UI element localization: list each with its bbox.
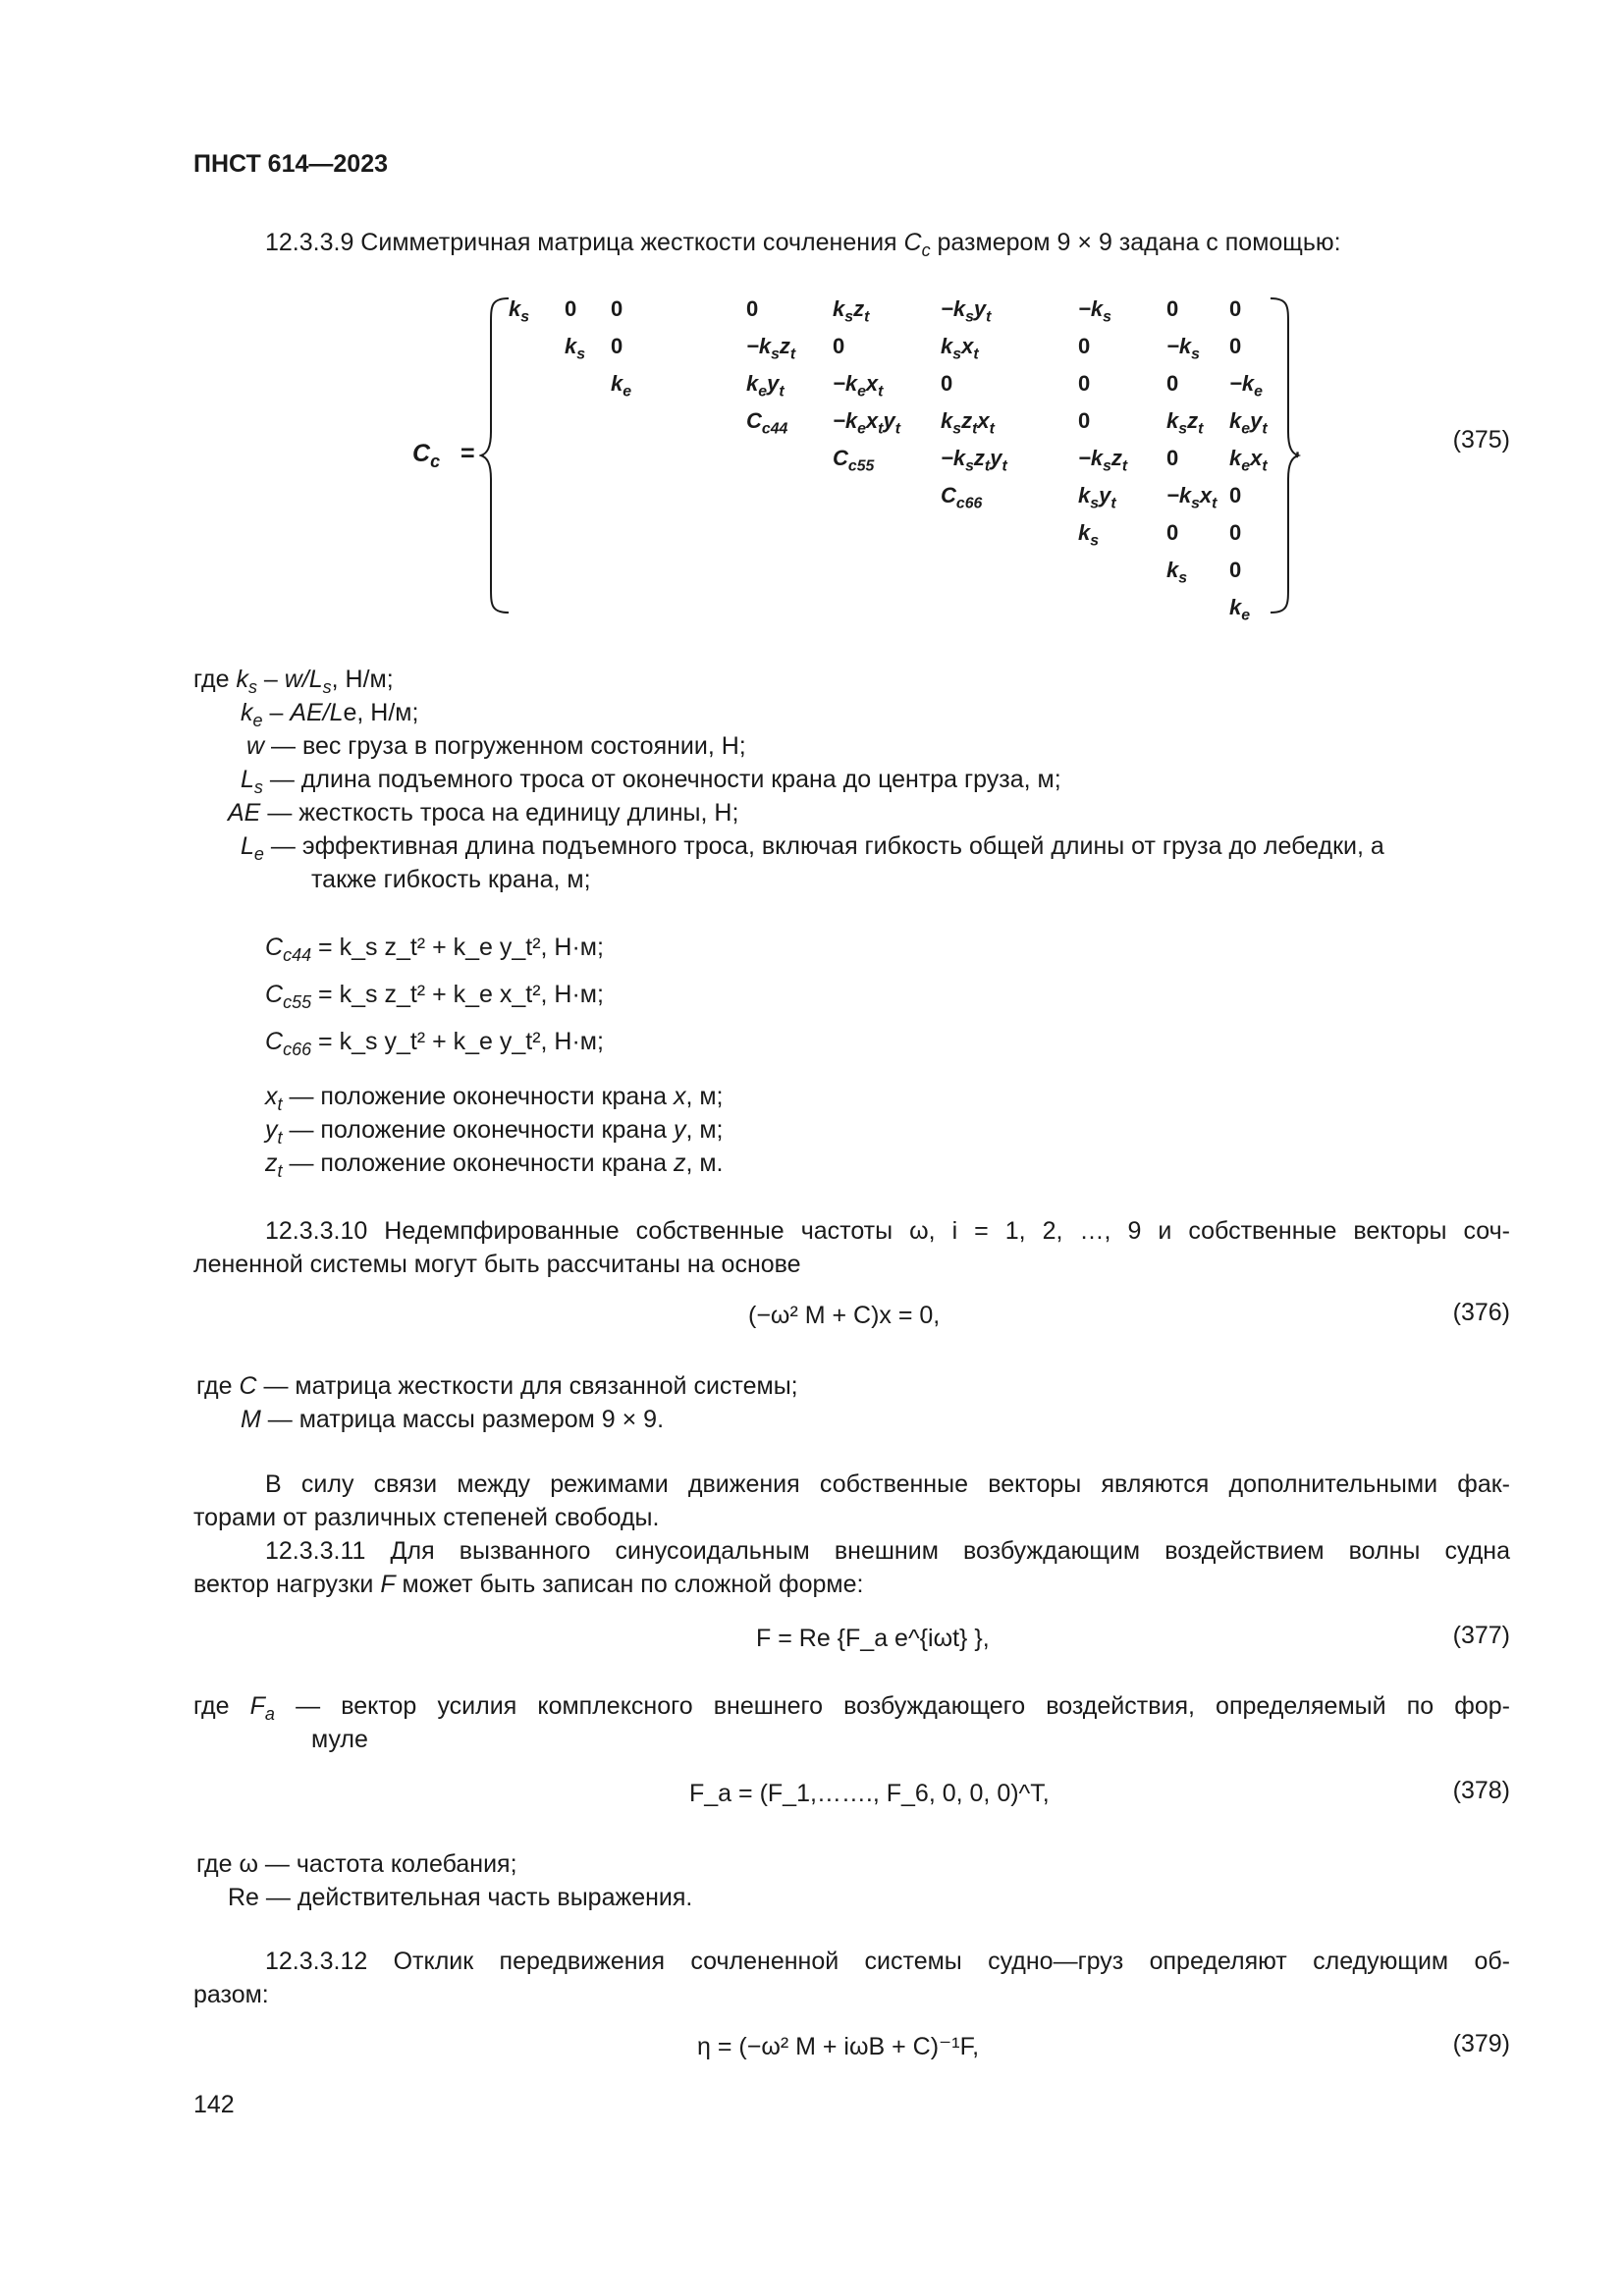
matrix-cell-r5-c6: $-k_sz_ty_t$ — [941, 446, 1007, 475]
matrix-cell-r1-c1: $k_s$ — [509, 296, 530, 326]
matrix-cell-r2-c7: 0 — [1078, 334, 1091, 358]
def-Fa: где $F_a$ — вектор усилия комплексного внешнего возбуждающего воздействия, определяемый по фор- — [193, 1692, 1510, 1724]
equation-377: F = Re {F_a e^{iωt} }, — [756, 1625, 990, 1652]
matrix-cell-r7-c8: 0 — [1166, 520, 1179, 545]
def-C: где C — матрица жесткости для связанной системы; — [196, 1372, 798, 1400]
def-Le-cont: также гибкость крана, м; — [311, 866, 591, 893]
matrix-cell-r7-c9: 0 — [1229, 520, 1242, 545]
matrix-cell-r3-c9: $-k_e$ — [1229, 371, 1263, 400]
matrix-cell-r1-c8: 0 — [1166, 296, 1179, 321]
matrix-cell-r5-c7: $-k_sz_t$ — [1078, 446, 1128, 475]
matrix-cell-r4-c6: $k_sz_tx_t$ — [941, 408, 995, 438]
def-Le: $L_e$ — эффективная длина подъемного троса, включая гибкость общей длины от груза до лебедки, а — [241, 832, 1384, 864]
matrix-left-brace — [479, 294, 518, 616]
document-header: ПНСТ 614—2023 — [193, 150, 388, 178]
equation-376: (−ω² M + C)x = 0, — [748, 1302, 941, 1329]
matrix-cell-r2-c5: 0 — [833, 334, 845, 358]
def-Fa-cont: муле — [311, 1726, 368, 1753]
section-123310-line1: 12.3.3.10 Недемпфированные собственные частоты ω, i = 1, 2, …, 9 и собственные векторы соч- — [265, 1217, 1510, 1245]
matrix-cell-r6-c8: $-k_sx_t$ — [1166, 483, 1218, 512]
matrix-cell-r2-c6: $k_sx_t$ — [941, 334, 979, 363]
matrix-cell-r4-c5: $-k_ex_ty_t$ — [833, 408, 900, 438]
equation-number-375: (375) — [1452, 426, 1510, 454]
section-123312-line1: 12.3.3.12 Отклик передвижения сочлененной системы судно—груз определяют следующим об- — [265, 1948, 1510, 1975]
matrix-cell-r1-c9: 0 — [1229, 296, 1242, 321]
section-12339-intro: 12.3.3.9 Симметричная матрица жесткости сочленения $C_c$ размером 9 × 9 задана с помощью: — [265, 229, 1341, 260]
def-xt: $x_t$ — положение оконечности крана x, м; — [265, 1083, 724, 1114]
matrix-cell-r5-c9: $k_ex_t$ — [1229, 446, 1268, 475]
matrix-cell-r4-c8: $k_sz_t$ — [1166, 408, 1204, 438]
def-ks: где $k_s - w/L_s$, Н/м; — [193, 666, 394, 697]
matrix-lhs: $C_c$ = — [412, 440, 475, 471]
para-eigen-line2: торами от различных степеней свободы. — [193, 1504, 660, 1531]
equation-number-379: (379) — [1452, 2030, 1510, 2057]
matrix-cell-r9-c9: $k_e$ — [1229, 595, 1251, 624]
para-eigen-line1: В силу связи между режимами движения собственные векторы являются дополнительными фак- — [265, 1470, 1510, 1498]
matrix-cell-r4-c7: 0 — [1078, 408, 1091, 433]
matrix-cell-r2-c4: $-k_sz_t$ — [746, 334, 796, 363]
matrix-cell-r4-c4: $C_{c44}$ — [746, 408, 788, 438]
matrix-cell-r2-c2: $k_s$ — [565, 334, 586, 363]
matrix-cell-r3-c5: $-k_ex_t$ — [833, 371, 884, 400]
matrix-cell-r4-c9: $k_ey_t$ — [1229, 408, 1268, 438]
def-Re: Re — действительная часть выражения. — [228, 1884, 693, 1911]
matrix-cell-r1-c6: $-k_sy_t$ — [941, 296, 992, 326]
matrix-cell-r3-c7: 0 — [1078, 371, 1091, 396]
matrix-cell-r6-c6: $C_{c66}$ — [941, 483, 983, 512]
matrix-cell-r1-c2: 0 — [565, 296, 577, 321]
def-AE: AE — жесткость троса на единицу длины, Н; — [228, 799, 739, 827]
matrix-cell-r6-c9: 0 — [1229, 483, 1242, 507]
matrix-cell-r3-c3: $k_e$ — [611, 371, 632, 400]
equation-number-377: (377) — [1452, 1622, 1510, 1649]
matrix-cell-r3-c8: 0 — [1166, 371, 1179, 396]
def-zt: $z_t$ — положение оконечности крана z, м. — [265, 1149, 724, 1181]
def-M: M — матрица массы размером 9 × 9. — [241, 1406, 665, 1433]
def-omega: где ω — частота колебания; — [196, 1850, 517, 1878]
matrix-cell-r1-c7: $-k_s$ — [1078, 296, 1111, 326]
def-yt: $y_t$ — положение оконечности крана y, м; — [265, 1116, 724, 1148]
section-123310-line2: лененной системы могут быть рассчитаны на основе — [193, 1251, 801, 1278]
def-Cc44: $C_{c44}$ = k_s z_t² + k_e y_t², Н·м; — [265, 934, 604, 965]
equation-379: η = (−ω² M + iωB + C)⁻¹F, — [697, 2033, 980, 2060]
section-123311-line1: 12.3.3.11 Для вызванного синусоидальным внешним возбуждающим воздействием волны судна — [265, 1537, 1510, 1565]
matrix-cell-r2-c8: $-k_s$ — [1166, 334, 1200, 363]
matrix-cell-r3-c4: $k_ey_t$ — [746, 371, 785, 400]
matrix-cell-r7-c7: $k_s$ — [1078, 520, 1100, 550]
equation-number-378: (378) — [1452, 1777, 1510, 1804]
equation-378: F_a = (F_1,……., F_6, 0, 0, 0)^T, — [689, 1780, 1050, 1807]
section-123312-line2: разом: — [193, 1981, 269, 2008]
def-Cc55: $C_{c55}$ = k_s z_t² + k_e x_t², Н·м; — [265, 981, 604, 1012]
def-w: w — вес груза в погруженном состоянии, Н; — [246, 732, 746, 760]
equation-number-376: (376) — [1452, 1299, 1510, 1326]
matrix-cell-r1-c4: 0 — [746, 296, 759, 321]
matrix-cell-r1-c3: 0 — [611, 296, 623, 321]
matrix-cell-r2-c9: 0 — [1229, 334, 1242, 358]
matrix-cell-r6-c7: $k_sy_t$ — [1078, 483, 1116, 512]
matrix-cell-r8-c9: 0 — [1229, 558, 1242, 582]
page-number: 142 — [193, 2091, 235, 2118]
matrix-cell-r3-c6: 0 — [941, 371, 953, 396]
matrix-trailing-comma: , — [1294, 433, 1301, 460]
matrix-cell-r8-c8: $k_s$ — [1166, 558, 1188, 587]
matrix-cell-r2-c3: 0 — [611, 334, 623, 358]
matrix-cell-r1-c5: $k_sz_t$ — [833, 296, 870, 326]
def-ke: $k_e - AE/Le$, Н/м; — [241, 699, 419, 730]
def-Cc66: $C_{c66}$ = k_s y_t² + k_e y_t², Н·м; — [265, 1028, 604, 1059]
def-Ls: $L_s$ — длина подъемного троса от оконечности крана до центра груза, м; — [241, 766, 1061, 797]
matrix-cell-r5-c8: 0 — [1166, 446, 1179, 470]
section-123311-line2: вектор нагрузки F может быть записан по сложной форме: — [193, 1571, 864, 1598]
matrix-cell-r5-c5: $C_{c55}$ — [833, 446, 875, 475]
